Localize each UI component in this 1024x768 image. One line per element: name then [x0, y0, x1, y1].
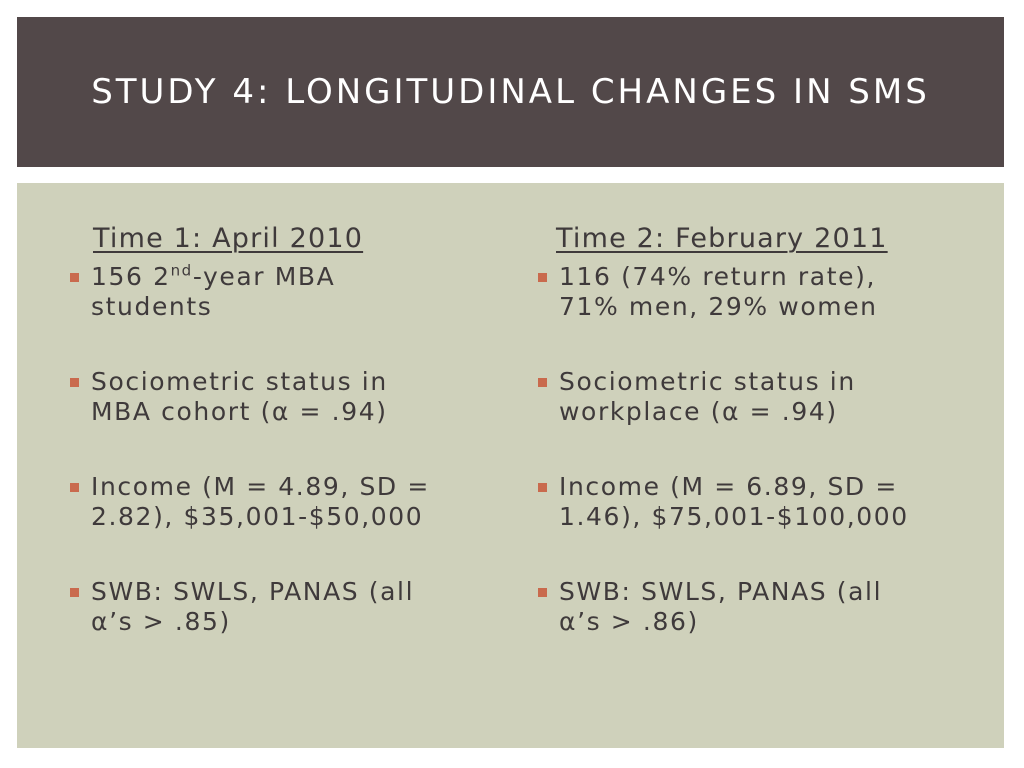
right-column: [535, 223, 975, 682]
left-column-heading: Time 1: April 2010: [93, 223, 364, 254]
title-band: [17, 17, 1004, 167]
bullet-square-icon: [538, 378, 547, 387]
bullet-square-icon: [70, 588, 79, 597]
bullet-line: Income (M = 6.89, SD =: [559, 472, 898, 501]
list-item: [535, 577, 975, 637]
bullet-square-icon: [538, 588, 547, 597]
bullet-square-icon: [538, 483, 547, 492]
left-column: [67, 223, 497, 682]
bullet-square-icon: [70, 273, 79, 282]
bullet-line: Sociometric status in: [91, 367, 388, 396]
right-bullet-list: [535, 262, 975, 637]
bullet-line: 1.46), $75,001-$100,000: [559, 502, 909, 531]
list-item: [67, 262, 497, 322]
left-bullet-list: [67, 262, 497, 637]
list-item: [535, 367, 975, 427]
bullet-square-icon: [70, 378, 79, 387]
list-item: [535, 262, 975, 322]
bullet-line: students: [91, 292, 213, 321]
bullet-line: workplace (α = .94): [559, 397, 838, 426]
slide-title: STUDY 4: LONGITUDINAL CHANGES IN SMS: [91, 72, 930, 112]
bullet-line: [91, 262, 497, 292]
list-item: [67, 577, 497, 637]
list-item: [67, 367, 497, 427]
bullet-square-icon: [70, 483, 79, 492]
bullet-line: MBA cohort (α = .94): [91, 397, 388, 426]
bullet-line: α’s > .85): [91, 607, 231, 636]
bullet-text-part: -year MBA: [192, 262, 336, 291]
bullet-line: 2.82), $35,001-$50,000: [91, 502, 424, 531]
bullet-line: Sociometric status in: [559, 367, 856, 396]
bullet-line: α’s > .86): [559, 607, 699, 636]
bullet-line: SWB: SWLS, PANAS (all: [91, 577, 415, 606]
content-area: [17, 183, 1004, 748]
bullet-line: 71% men, 29% women: [559, 292, 878, 321]
superscript: nd: [170, 261, 193, 280]
bullet-line: SWB: SWLS, PANAS (all: [559, 577, 883, 606]
bullet-text-part: 156 2: [91, 262, 171, 291]
bullet-square-icon: [538, 273, 547, 282]
bullet-line: 116 (74% return rate),: [559, 262, 876, 291]
list-item: [535, 472, 975, 532]
list-item: [67, 472, 497, 532]
bullet-line: Income (M = 4.89, SD =: [91, 472, 430, 501]
right-column-heading: Time 2: February 2011: [556, 223, 888, 254]
